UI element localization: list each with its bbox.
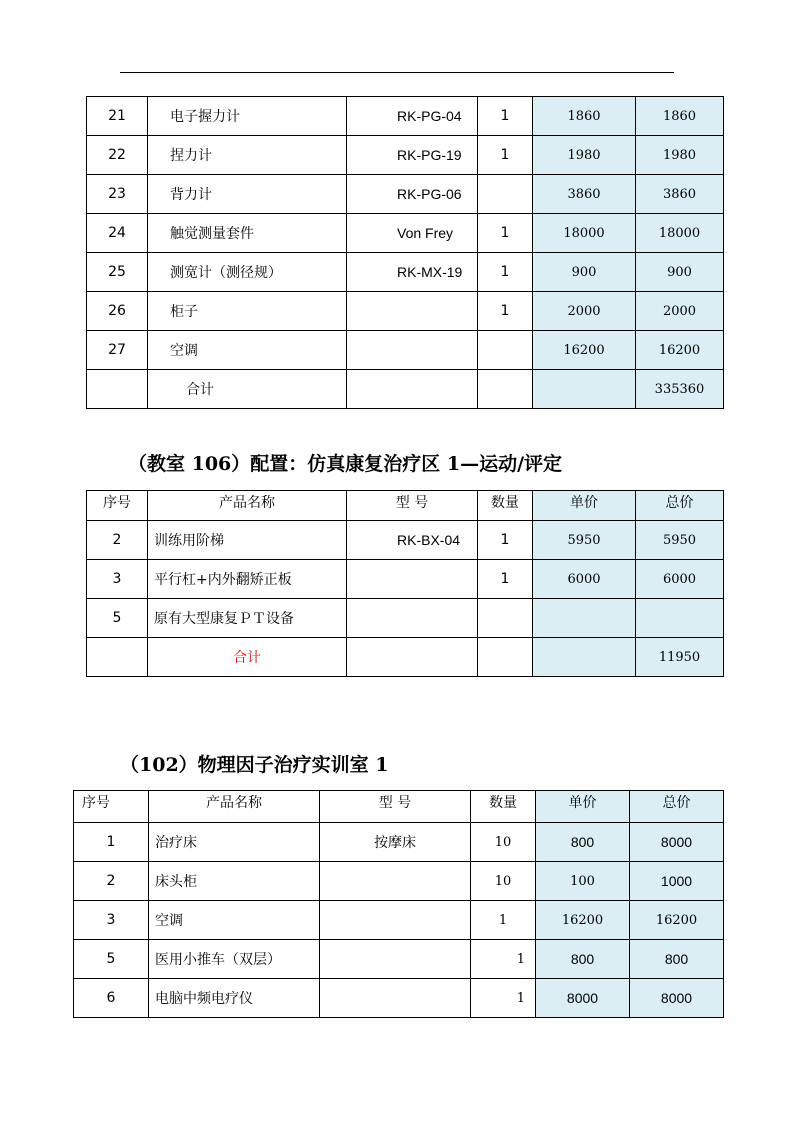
header-total-price: 总价 bbox=[636, 491, 724, 521]
header-qty: 数量 bbox=[471, 791, 536, 823]
section-title-classroom-106: （教室 106）配置：仿真康复治疗区 1—运动/评定 bbox=[128, 453, 563, 475]
unit-price: 16200 bbox=[536, 901, 630, 940]
unit-price: 16200 bbox=[533, 331, 636, 370]
header-qty: 数量 bbox=[478, 491, 533, 521]
product-name: 空调 bbox=[148, 331, 347, 370]
model bbox=[320, 901, 471, 940]
header-model: 型 号 bbox=[320, 791, 471, 823]
sum-label: 合计 bbox=[148, 370, 347, 409]
product-name: 治疗床 bbox=[149, 823, 320, 862]
sum-label: 合计 bbox=[148, 638, 347, 677]
quantity: 1 bbox=[478, 214, 533, 253]
quantity bbox=[478, 599, 533, 638]
product-name: 训练用阶梯 bbox=[148, 521, 347, 560]
model: RK-PG-06 bbox=[347, 175, 478, 214]
total-price: 18000 bbox=[636, 214, 724, 253]
total-price: 1980 bbox=[636, 136, 724, 175]
table-row bbox=[87, 214, 724, 253]
table-row bbox=[87, 292, 724, 331]
table-row bbox=[74, 823, 724, 862]
product-name: 背力计 bbox=[148, 175, 347, 214]
row-number: 21 bbox=[87, 97, 148, 136]
product-name: 触觉测量套件 bbox=[148, 214, 347, 253]
unit-price: 800 bbox=[536, 823, 630, 862]
product-name: 空调 bbox=[149, 901, 320, 940]
header-unit-price: 单价 bbox=[533, 491, 636, 521]
total-price: 8000 bbox=[630, 979, 724, 1018]
total-price: 6000 bbox=[636, 560, 724, 599]
quantity bbox=[478, 331, 533, 370]
row-number: 3 bbox=[87, 560, 148, 599]
unit-price: 6000 bbox=[533, 560, 636, 599]
total-price bbox=[636, 599, 724, 638]
total-price: 16200 bbox=[630, 901, 724, 940]
quantity: 1 bbox=[471, 940, 536, 979]
total-price: 2000 bbox=[636, 292, 724, 331]
product-name: 电脑中频电疗仪 bbox=[149, 979, 320, 1018]
model bbox=[320, 862, 471, 901]
table-row bbox=[74, 979, 724, 1018]
model: RK-PG-19 bbox=[347, 136, 478, 175]
sum-row bbox=[87, 370, 724, 409]
row-number: 25 bbox=[87, 253, 148, 292]
table-row bbox=[87, 560, 724, 599]
table-row bbox=[87, 136, 724, 175]
unit-price: 900 bbox=[533, 253, 636, 292]
quantity: 1 bbox=[478, 253, 533, 292]
model bbox=[347, 292, 478, 331]
unit-price: 2000 bbox=[533, 292, 636, 331]
unit-price bbox=[533, 599, 636, 638]
row-number: 3 bbox=[74, 901, 149, 940]
section-title-room-102: （102）物理因子治疗实训室 1 bbox=[120, 754, 389, 776]
sum-row bbox=[87, 638, 724, 677]
total-price: 16200 bbox=[636, 331, 724, 370]
row-number: 2 bbox=[87, 521, 148, 560]
unit-price: 800 bbox=[536, 940, 630, 979]
model: RK-PG-04 bbox=[347, 97, 478, 136]
sum-total: 335360 bbox=[636, 370, 724, 409]
product-name: 电子握力计 bbox=[148, 97, 347, 136]
quantity: 1 bbox=[478, 97, 533, 136]
total-price: 8000 bbox=[630, 823, 724, 862]
total-price: 1860 bbox=[636, 97, 724, 136]
quantity: 1 bbox=[478, 560, 533, 599]
row-number: 6 bbox=[74, 979, 149, 1018]
quantity: 10 bbox=[471, 823, 536, 862]
model bbox=[347, 331, 478, 370]
row-number: 26 bbox=[87, 292, 148, 331]
header-name: 产品名称 bbox=[149, 791, 320, 823]
table-row bbox=[74, 901, 724, 940]
table-row bbox=[87, 521, 724, 560]
header-no: 序号 bbox=[87, 491, 148, 521]
classroom-106-table bbox=[86, 490, 724, 677]
quantity: 1 bbox=[471, 901, 536, 940]
quantity: 10 bbox=[471, 862, 536, 901]
sum-total: 11950 bbox=[636, 638, 724, 677]
quantity bbox=[478, 175, 533, 214]
header-rule bbox=[120, 72, 674, 73]
header-unit-price: 单价 bbox=[536, 791, 630, 823]
quantity: 1 bbox=[478, 521, 533, 560]
table-row bbox=[87, 175, 724, 214]
unit-price: 3860 bbox=[533, 175, 636, 214]
product-name: 床头柜 bbox=[149, 862, 320, 901]
model bbox=[320, 979, 471, 1018]
model: Von Frey bbox=[347, 214, 478, 253]
product-name: 柜子 bbox=[148, 292, 347, 331]
table-row bbox=[74, 862, 724, 901]
total-price: 900 bbox=[636, 253, 724, 292]
equipment-table-continued bbox=[86, 96, 724, 409]
quantity: 1 bbox=[471, 979, 536, 1018]
table-header-row bbox=[74, 791, 724, 823]
header-model: 型 号 bbox=[347, 491, 478, 521]
product-name: 医用小推车（双层） bbox=[149, 940, 320, 979]
table-header-row bbox=[87, 491, 724, 521]
unit-price: 8000 bbox=[536, 979, 630, 1018]
quantity: 1 bbox=[478, 136, 533, 175]
model: RK-MX-19 bbox=[347, 253, 478, 292]
row-number: 23 bbox=[87, 175, 148, 214]
quantity: 1 bbox=[478, 292, 533, 331]
table-row bbox=[87, 599, 724, 638]
table-row bbox=[74, 940, 724, 979]
product-name: 测宽计（测径规） bbox=[148, 253, 347, 292]
table-row bbox=[87, 331, 724, 370]
unit-price: 1980 bbox=[533, 136, 636, 175]
row-number: 22 bbox=[87, 136, 148, 175]
product-name: 原有大型康复ＰＴ设备 bbox=[148, 599, 347, 638]
model: RK-BX-04 bbox=[347, 521, 478, 560]
total-price: 1000 bbox=[630, 862, 724, 901]
model bbox=[347, 599, 478, 638]
product-name: 捏力计 bbox=[148, 136, 347, 175]
table-row bbox=[87, 253, 724, 292]
unit-price: 1860 bbox=[533, 97, 636, 136]
table-row bbox=[87, 97, 724, 136]
product-name: 平行杠+内外翻矫正板 bbox=[148, 560, 347, 599]
header-name: 产品名称 bbox=[148, 491, 347, 521]
header-no: 序号 bbox=[74, 791, 149, 823]
room-102-table bbox=[73, 790, 724, 1018]
unit-price: 100 bbox=[536, 862, 630, 901]
row-number: 5 bbox=[87, 599, 148, 638]
total-price: 800 bbox=[630, 940, 724, 979]
total-price: 3860 bbox=[636, 175, 724, 214]
header-total-price: 总价 bbox=[630, 791, 724, 823]
row-number: 1 bbox=[74, 823, 149, 862]
model bbox=[347, 560, 478, 599]
row-number: 2 bbox=[74, 862, 149, 901]
total-price: 5950 bbox=[636, 521, 724, 560]
model bbox=[320, 940, 471, 979]
row-number: 27 bbox=[87, 331, 148, 370]
model: 按摩床 bbox=[320, 823, 471, 862]
unit-price: 18000 bbox=[533, 214, 636, 253]
unit-price: 5950 bbox=[533, 521, 636, 560]
row-number: 5 bbox=[74, 940, 149, 979]
row-number: 24 bbox=[87, 214, 148, 253]
